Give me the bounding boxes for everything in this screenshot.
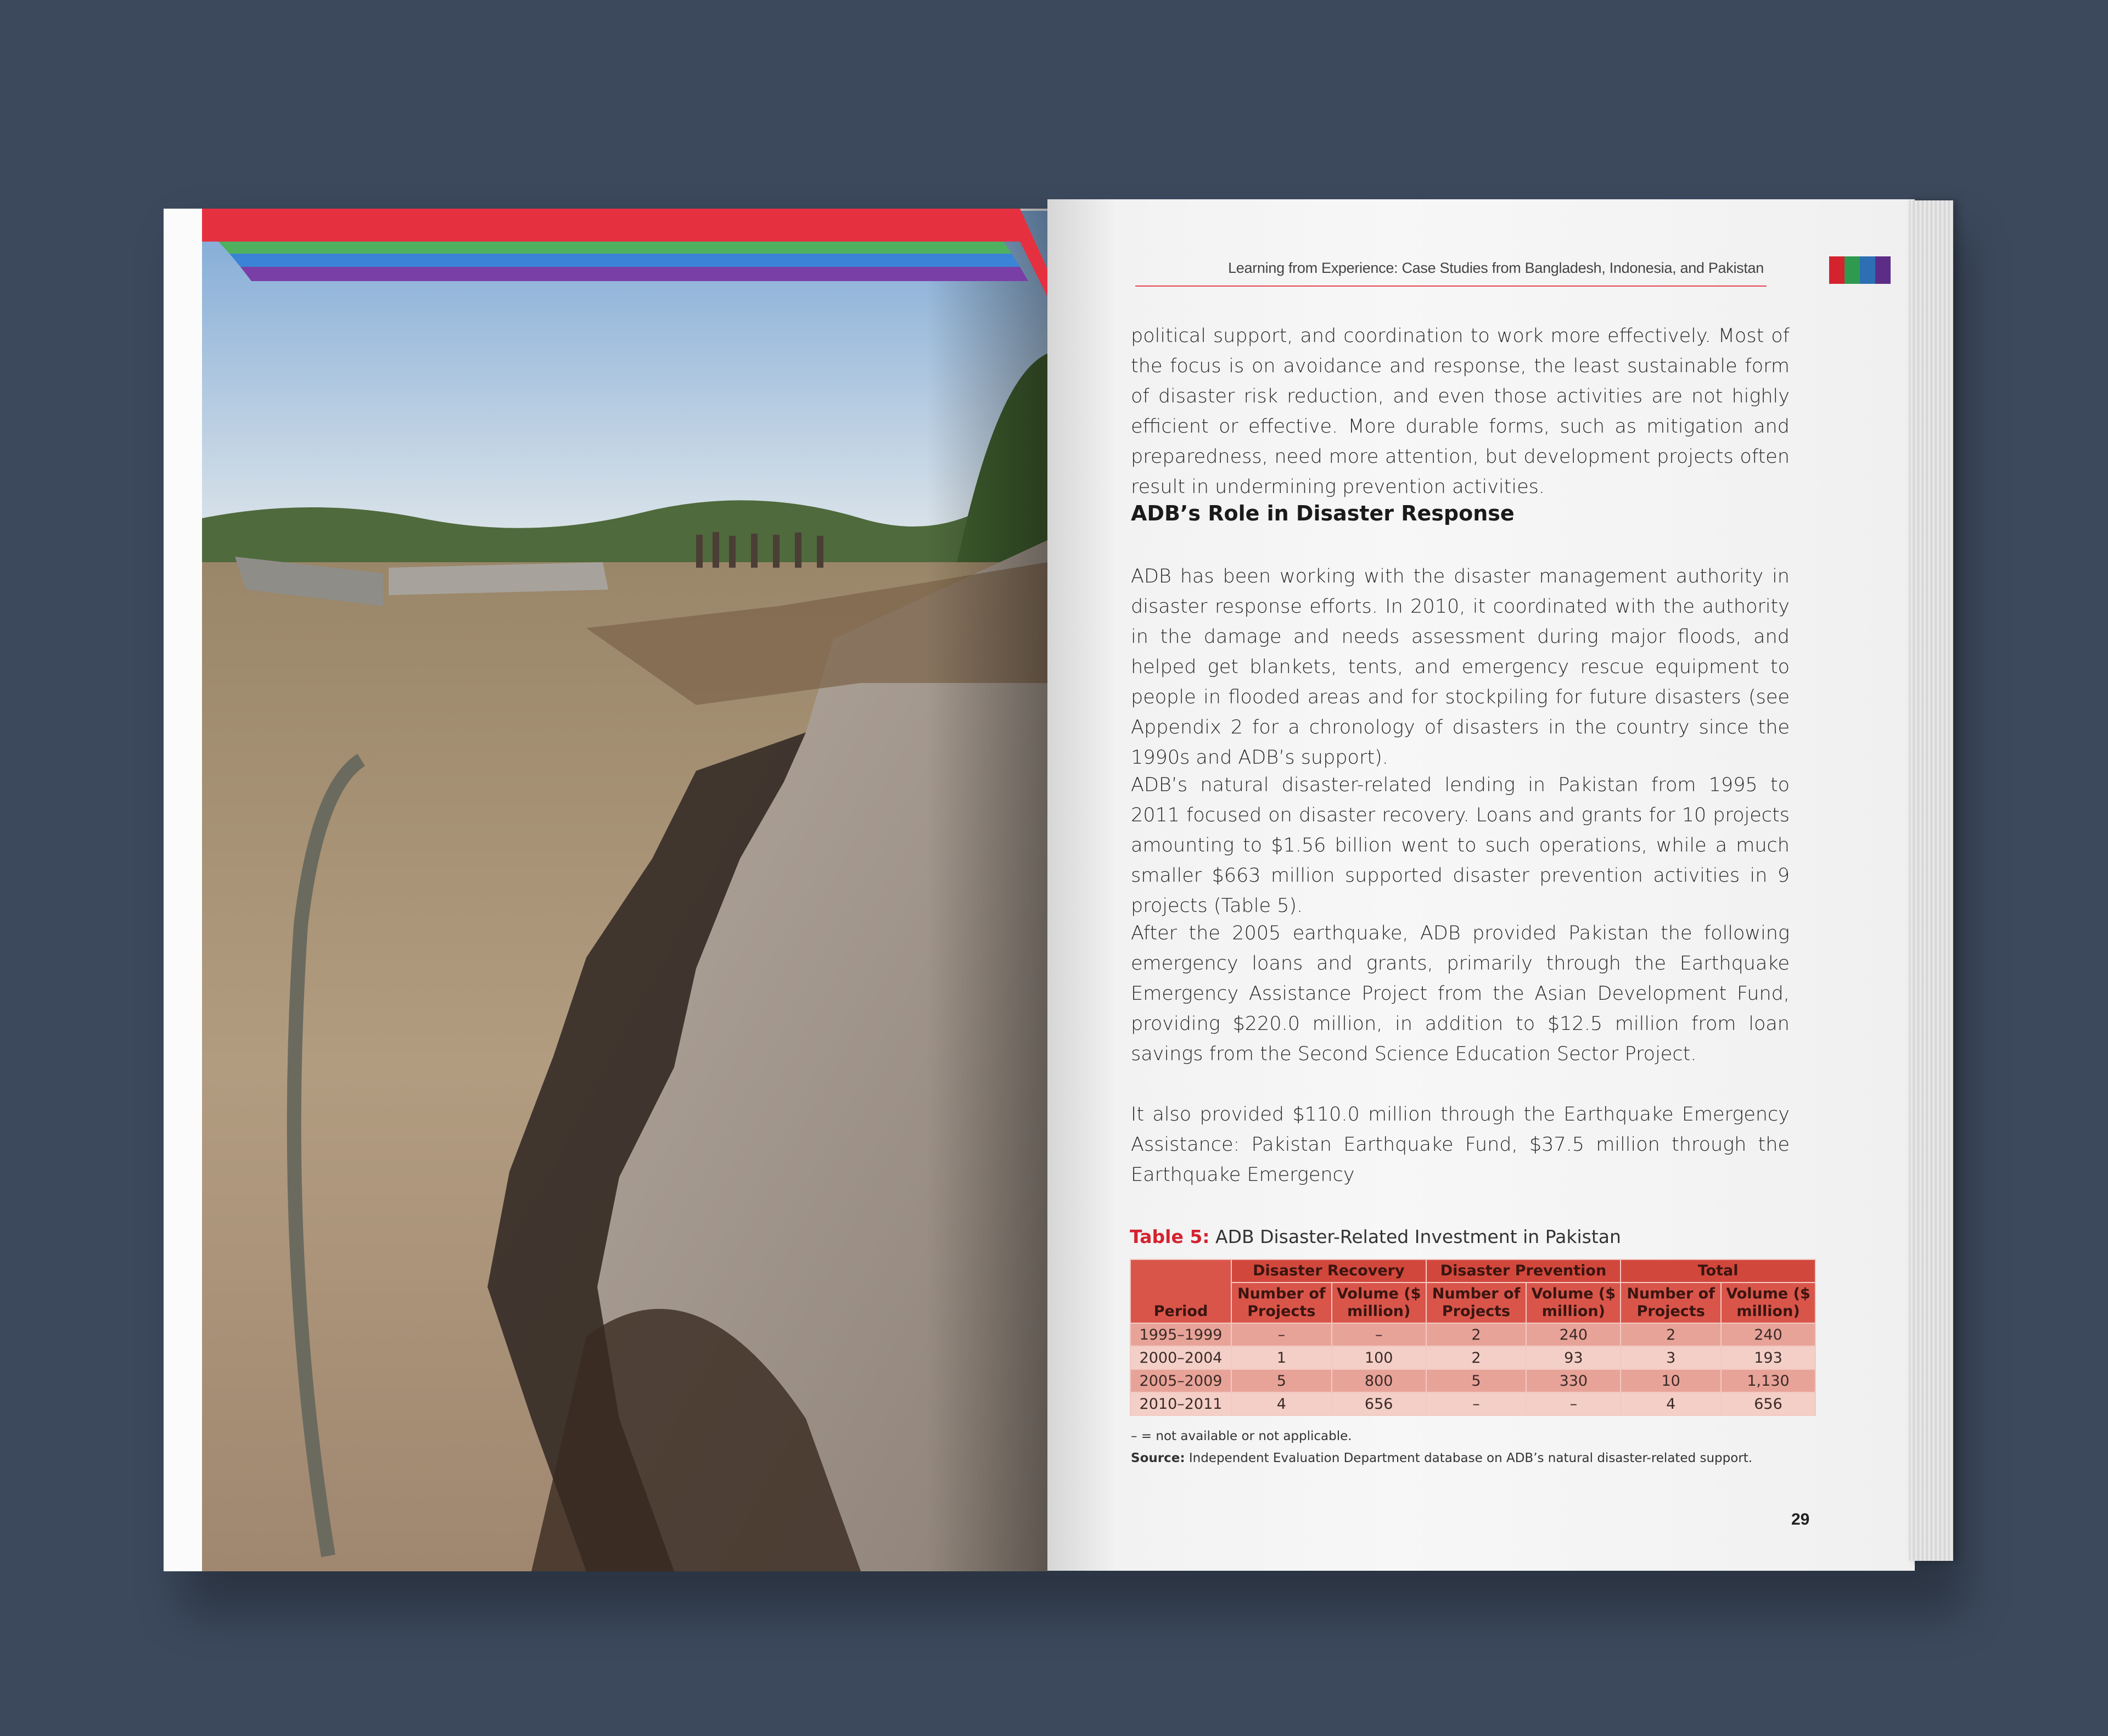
- stripe-purple: [240, 267, 1028, 281]
- running-head: Learning from Experience: Case Studies from Bangladesh, Indonesia, and Pakistan: [1228, 260, 1764, 276]
- table-cell: 100: [1332, 1346, 1426, 1369]
- subheader-volume: Volume ($ million): [1721, 1283, 1815, 1323]
- paragraph-intro: political support, and coordination to work more effectively. Most of the focus is on avoidance and response, the least sustainable form of disaster risk reduction, and even those activities are not highly efficient or effective. More durable forms, such as mitigation and preparedness, need more attention, but development projects often result in undermining prevention activities.: [1131, 325, 1790, 498]
- subheader-volume: Volume ($ million): [1526, 1283, 1621, 1323]
- photo-illustration: [202, 211, 1047, 1571]
- table-cell: 2: [1426, 1323, 1527, 1346]
- subheader-number-projects: Number of Projects: [1621, 1283, 1721, 1323]
- table-cell: 93: [1526, 1346, 1621, 1369]
- table-cell: –: [1231, 1323, 1332, 1346]
- table-row: [1130, 1392, 1815, 1415]
- table-cell: 656: [1332, 1392, 1426, 1415]
- right-page: [1047, 199, 1915, 1571]
- color-bar-red: [1829, 256, 1844, 284]
- table-cell-period: 2000–2004: [1130, 1346, 1231, 1369]
- table-cell: 800: [1332, 1369, 1426, 1392]
- table-cell-period: 1995–1999: [1130, 1323, 1231, 1346]
- gutter-shadow: [927, 209, 1047, 1571]
- table-cell: 1: [1231, 1346, 1332, 1369]
- group-header-prevention: Disaster Prevention: [1426, 1259, 1621, 1283]
- table-cell: 2: [1621, 1323, 1721, 1346]
- table-caption-text: ADB Disaster-Related Investment in Pakistan: [1215, 1226, 1621, 1247]
- paragraph-role: ADB has been working with the disaster management authority in disaster response efforts. In 2010, it coordinated with the authority in the damage and needs assessment during major floods, and helped get blankets, tents, and emergency rescue equipment to people in flooded areas and for stockpiling for future disasters (see Appendix 2 for a chronology of disasters in the country since the 1990s and ADB’s support).: [1131, 565, 1790, 769]
- table-cell: 5: [1231, 1369, 1332, 1392]
- table-caption: [1130, 1226, 1621, 1247]
- table-cell: 4: [1231, 1392, 1332, 1415]
- table-cell: 4: [1621, 1392, 1721, 1415]
- table-row: [1130, 1369, 1815, 1392]
- table-cell: 5: [1426, 1369, 1527, 1392]
- table-cell: 240: [1721, 1323, 1815, 1346]
- table-cell-period: 2005–2009: [1130, 1369, 1231, 1392]
- page-edges: [1909, 200, 1953, 1561]
- table-cell: 1,130: [1721, 1369, 1815, 1392]
- subheader-number-projects: Number of Projects: [1426, 1283, 1527, 1323]
- table-cell: 656: [1721, 1392, 1815, 1415]
- section-heading: ADB’s Role in Disaster Response: [1131, 501, 1515, 525]
- header-color-bars: [1829, 256, 1891, 287]
- table-cell: –: [1426, 1392, 1527, 1415]
- page-number: 29: [1791, 1510, 1810, 1528]
- table-cell-period: 2010–2011: [1130, 1392, 1231, 1415]
- stripe-blue: [229, 254, 1020, 267]
- table-cell: 3: [1621, 1346, 1721, 1369]
- table-cell: 193: [1721, 1346, 1815, 1369]
- table-cell: 10: [1621, 1369, 1721, 1392]
- stripe-green: [218, 242, 1012, 254]
- table-note: – = not available or not applicable.: [1131, 1429, 1352, 1443]
- table-cell: –: [1332, 1323, 1426, 1346]
- table-row: [1130, 1323, 1815, 1346]
- table-row: [1130, 1346, 1815, 1369]
- table-cell: 240: [1526, 1323, 1621, 1346]
- table-source-label: Source:: [1131, 1451, 1185, 1465]
- group-header-total: Total: [1621, 1259, 1815, 1283]
- color-bar-blue: [1860, 256, 1875, 284]
- investment-table: [1130, 1259, 1816, 1416]
- table-cell: 330: [1526, 1369, 1621, 1392]
- col-header-period: Period: [1130, 1259, 1231, 1323]
- subheader-number-projects: Number of Projects: [1231, 1283, 1332, 1323]
- left-page: [164, 209, 1047, 1571]
- paragraph-earthquake: After the 2005 earthquake, ADB provided Pakistan the following emergency loans and grants, primarily through the Earthquake Emergency Assistance Project from the Asian Development Fund, providing $220.0 million, in addition to $12.5 million from loan savings from the Second Science Education Sector Project.: [1131, 922, 1790, 1065]
- color-bar-purple: [1875, 256, 1891, 284]
- banner-stripes: [164, 209, 1047, 340]
- subheader-volume: Volume ($ million): [1332, 1283, 1426, 1323]
- table-source: [1131, 1451, 1752, 1465]
- table-cell: –: [1526, 1392, 1621, 1415]
- table-cell: 2: [1426, 1346, 1527, 1369]
- paragraph-fund: It also provided $110.0 million through the Earthquake Emergency Assistance: Pakistan Earthquake Fund, $37.5 million through the Earthquake Emergency: [1131, 1104, 1790, 1186]
- color-bar-green: [1844, 256, 1860, 284]
- group-header-recovery: Disaster Recovery: [1231, 1259, 1426, 1283]
- flood-damage-photo: [202, 211, 1047, 1571]
- paragraph-lending: ADB’s natural disaster-related lending in Pakistan from 1995 to 2011 focused on disaster recovery. Loans and grants for 10 projects amounting to $1.56 billion went to such operations, while a much smaller $663 million supported disaster prevention activities in 9 projects (Table 5).: [1131, 774, 1790, 917]
- table-caption-label: Table 5:: [1130, 1226, 1210, 1247]
- table-source-text: Independent Evaluation Department database on ADB’s natural disaster-related support.: [1188, 1451, 1753, 1465]
- header-rule: [1135, 285, 1767, 287]
